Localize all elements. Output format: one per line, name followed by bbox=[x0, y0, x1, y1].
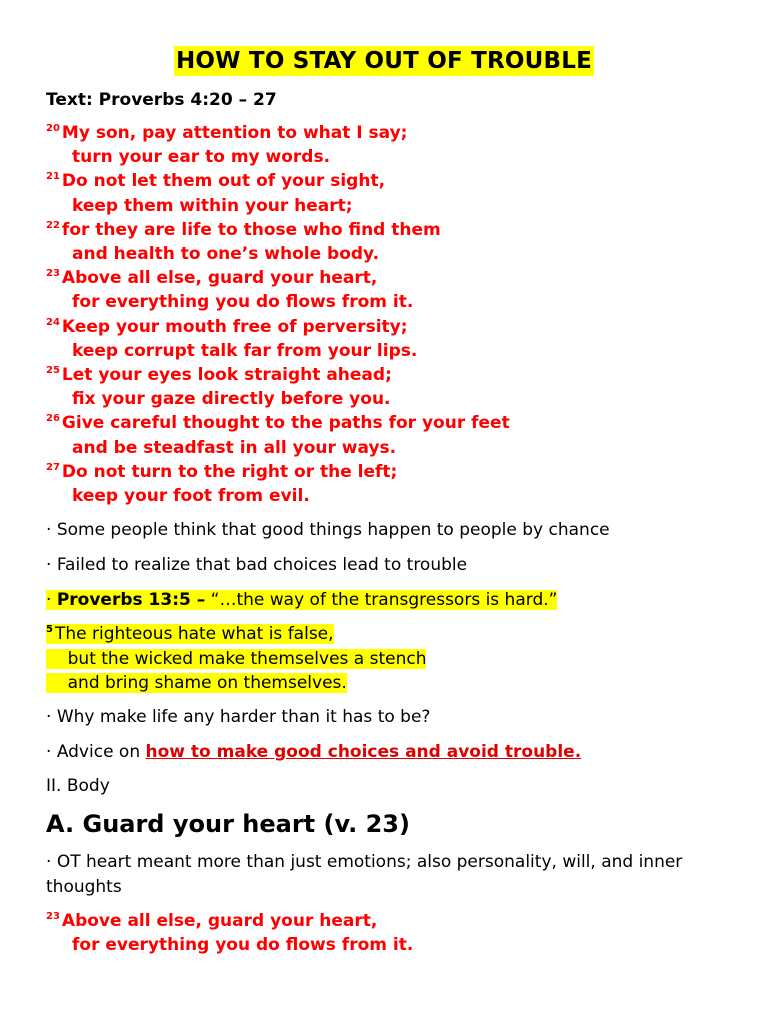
heart-note bbox=[46, 850, 736, 900]
verse-number: 24 bbox=[46, 316, 60, 328]
verse-27-line-2: keep your foot from evil. bbox=[72, 486, 310, 507]
verse-25-line-2: fix your gaze directly before you. bbox=[72, 389, 391, 410]
verse-number: 26 bbox=[46, 413, 60, 425]
verse-number: 27 bbox=[46, 461, 60, 473]
proverbs-13-5-line-3: and bring shame on themselves. bbox=[46, 671, 426, 696]
verse-21-line-1: $^{21}$ Do not let them out of your sight, bbox=[46, 171, 386, 192]
bullet-proverbs-13-5 bbox=[46, 589, 557, 611]
bullet-marker: · bbox=[46, 707, 52, 727]
proverbs-13-5-passage bbox=[46, 622, 426, 696]
proverbs-13-5-line-1: $^5$ The righteous hate what is false, bbox=[46, 624, 334, 644]
repeat-verse-line-2: for everything you do flows from it. bbox=[72, 935, 414, 956]
verse-24-line-1: $^{24}$ Keep your mouth free of perversity; bbox=[46, 316, 408, 337]
verse-number: 20 bbox=[46, 123, 60, 134]
advice-prefix: Advice on bbox=[56, 742, 141, 762]
verse-22-line-2: and health to one’s whole body. bbox=[72, 244, 380, 265]
section-heading: A. Guard your heart (v. 23) bbox=[46, 810, 410, 838]
bullet-text: Some people think that good things happen to people by chance bbox=[56, 520, 610, 540]
bullet-marker: · bbox=[46, 742, 52, 762]
verse-23-line-2: for everything you do flows from it. bbox=[72, 292, 414, 313]
heart-note-text: OT heart meant more than just emotions; also personality, will, and inner thoughts bbox=[46, 852, 683, 897]
proverbs-reference: Proverbs 13:5 – bbox=[56, 590, 206, 610]
verse-number: 23 bbox=[46, 268, 60, 280]
proverbs-4-passage bbox=[46, 121, 746, 508]
verse-number: 23 bbox=[46, 911, 60, 922]
bullet-text: Why make life any harder than it has to be? bbox=[56, 707, 431, 727]
document-title: HOW TO STAY OUT OF TROUBLE bbox=[175, 48, 593, 74]
bullet-choices bbox=[46, 554, 467, 576]
verse-20-line-1: $^{20}$ My son, pay attention to what I say; bbox=[46, 123, 408, 143]
verse-number: 22 bbox=[46, 219, 60, 231]
title-wrap bbox=[0, 46, 768, 76]
bullet-advice bbox=[46, 741, 581, 763]
advice-link[interactable]: how to make good choices and avoid trouble. bbox=[145, 742, 582, 762]
verse-24-line-2: keep corrupt talk far from your lips. bbox=[72, 340, 418, 361]
bullet-marker: · bbox=[46, 590, 52, 610]
verse-27-line-1: $^{27}$ Do not turn to the right or the left; bbox=[46, 461, 398, 482]
bullet-why bbox=[46, 706, 430, 728]
verse-number: 25 bbox=[46, 365, 60, 377]
verse-26-line-2: and be steadfast in all your ways. bbox=[72, 437, 397, 458]
verse-23-line-1: $^{23}$ Above all else, guard your heart, bbox=[46, 268, 378, 289]
bullet-marker: · bbox=[46, 852, 52, 872]
proverbs-13-5-line-2: but the wicked make themselves a stench bbox=[46, 647, 426, 672]
text-reference: Text: Proverbs 4:20 – 27 bbox=[46, 90, 277, 110]
verse-26-line-1: $^{26}$ Give careful thought to the paths for your feet bbox=[46, 413, 510, 434]
proverbs-quote: “…the way of the transgressors is hard.” bbox=[210, 590, 558, 610]
bullet-text: Failed to realize that bad choices lead to trouble bbox=[56, 555, 468, 575]
highlighted-line bbox=[46, 590, 557, 610]
verse-20-line-2: turn your ear to my words. bbox=[72, 147, 331, 168]
bullet-marker: · bbox=[46, 555, 52, 575]
section-label: II. Body bbox=[46, 776, 110, 796]
bullet-marker: · bbox=[46, 520, 52, 540]
verse-number: 5 bbox=[46, 624, 53, 635]
verse-21-line-2: keep them within your heart; bbox=[72, 195, 353, 216]
verse-25-line-1: $^{25}$ Let your eyes look straight ahead; bbox=[46, 365, 392, 386]
verse-number: 21 bbox=[46, 171, 60, 183]
repeat-verse-line-1: $^{23}$ Above all else, guard your heart, bbox=[46, 911, 378, 931]
verse-22-line-1: $^{22}$ for they are life to those who find them bbox=[46, 219, 441, 240]
bullet-chance bbox=[46, 519, 610, 541]
repeat-verse-23 bbox=[46, 909, 413, 957]
